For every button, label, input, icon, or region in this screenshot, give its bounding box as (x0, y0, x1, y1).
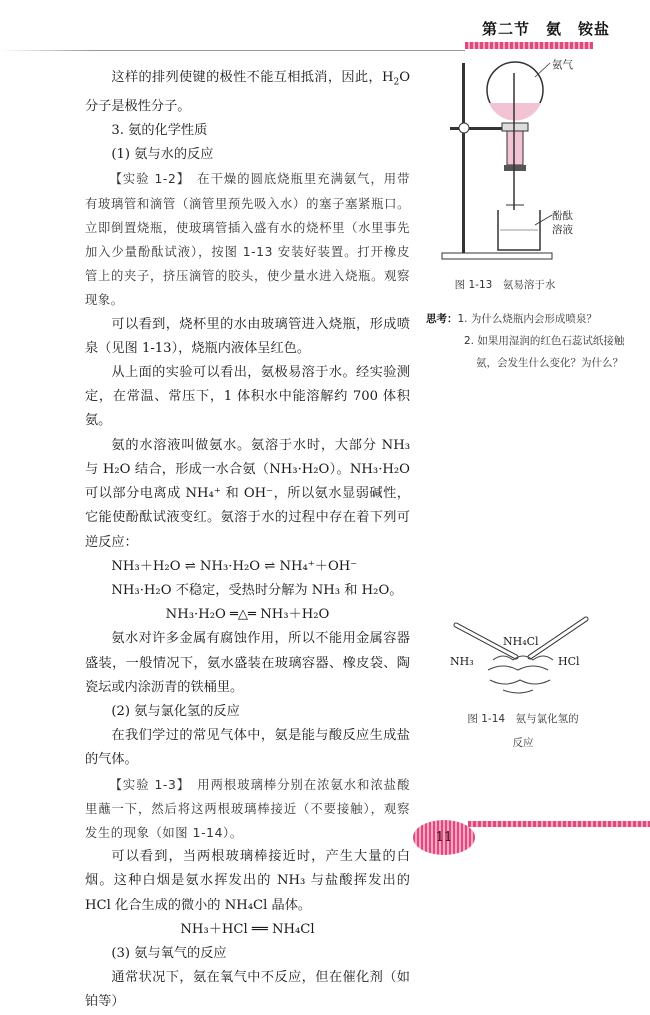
subsection-heading: (1) 氨与水的反应 (111, 147, 214, 163)
label-nh4cl: NH₄Cl (503, 635, 539, 648)
figure-caption: 图 1-14 氨与氯化氢的 (467, 713, 579, 725)
paragraph: 可以看到，烧杯里的水由玻璃管进入烧瓶，形成喷泉（见图 1-13），烧瓶内液体呈红色。 (85, 316, 410, 356)
footer-accent-band (468, 821, 650, 827)
think-question-2: 2. 如果用湿润的红色石蕊试纸接触氨，会发生什么变化？为什么？ (464, 335, 625, 369)
figure-1-14 (448, 615, 598, 749)
paragraph: 通常状况下，氨在氧气中不反应，但在催化剂（如铂等） (85, 970, 410, 1010)
figure-1-13 (440, 55, 620, 295)
equation: NH₃＋HCl ══ NH₄Cl (180, 921, 315, 937)
equation: NH₃·H₂O ═△═ NH₃＋H₂O (165, 607, 330, 623)
paragraph: NH₃·H₂O 不稳定，受热时分解为 NH₃ 和 H₂O。 (111, 582, 403, 598)
label-solution: 溶液 (552, 224, 573, 236)
page-number: 11 (413, 820, 475, 855)
think-box (426, 308, 631, 374)
experiment-1-3: 【实验 1-3】 用两根玻璃棒分别在浓氨水和浓盐酸里蘸一下，然后将这两根玻璃棒接近（不要接触），观察发生的现象（如图 1-14）。 (85, 777, 410, 840)
body-text (85, 66, 410, 1015)
subsection-heading: 3. 氨的化学性质 (111, 123, 208, 139)
header-rule (0, 50, 465, 51)
paragraph: 从上面的实验可以看出，氨极易溶于水。经实验测定，在常温、常压下，1 体积水中能溶解约 700 体积氨。 (85, 365, 410, 429)
section-title: 第二节 氨 铵盐 (482, 20, 611, 38)
figure-caption: 反应 (512, 737, 534, 749)
subsection-heading: (2) 氨与氯化氢的反应 (111, 703, 240, 719)
think-label: 思考： (426, 313, 458, 325)
paragraph: 这样的排列使键的极性不能互相抵消，因此，$H_2O$ 分子是极性分子。 (85, 70, 410, 114)
label-hcl: HCl (558, 655, 580, 668)
label-ammonia-gas: 氨气 (552, 59, 573, 71)
label-nh3: NH₃ (450, 655, 474, 668)
paragraph: 可以看到，当两根玻璃棒接近时，产生大量的白烟。这种白烟是氨水挥发出的 NH₃ 与盐酸挥发出的 HCl 化合生成的微小的 NH₄Cl 晶体。 (85, 849, 410, 913)
paragraph: 氨水对许多金属有腐蚀作用，所以不能用金属容器盛装，一般情况下，氨水盛装在玻璃容器、橡皮袋、陶瓷坛或内涂沥青的铁桶里。 (85, 631, 410, 695)
think-question-1: 1. 为什么烧瓶内会形成喷泉？ (457, 313, 597, 325)
fountain-apparatus-illustration (440, 55, 620, 275)
subsection-heading: (3) 氨与氧气的反应 (111, 945, 227, 961)
label-phenolphthalein: 酚酞 (552, 210, 573, 222)
header-accent-band (465, 42, 593, 49)
figure-caption: 图 1-13 氨易溶于水 (454, 279, 556, 291)
paragraph: 氨的水溶液叫做氨水。氨溶于水时，大部分 NH₃ 与 H₂O 结合，形成一水合氨（NH₃·H₂O）。NH₃·H₂O 可以部分电离成 NH₄⁺ 和 OH⁻，所以氨水显弱碱性，它能使酚酞试液变红。氨溶于水的过程中存在着下列可逆反应： (85, 437, 410, 550)
equation: NH₃＋H₂O ⇌ NH₃·H₂O ⇌ NH₄⁺＋OH⁻ (111, 558, 358, 574)
paragraph: 在我们学过的常见气体中，氨是能与酸反应生成盐的气体。 (85, 728, 410, 768)
experiment-1-2: 【实验 1-2】 在干燥的圆底烧瓶里充满氨气，用带有玻璃管和滴管（滴管里预先吸入水）的塞子塞紧瓶口。立即倒置烧瓶，使玻璃管插入盛有水的烧杯里（水里事先加入少量酚酞试液），按图 1-13 安装好装置。打开橡皮管上的夹子，挤压滴管的胶头，使少量水进入烧瓶。观察现象。 (85, 172, 410, 308)
